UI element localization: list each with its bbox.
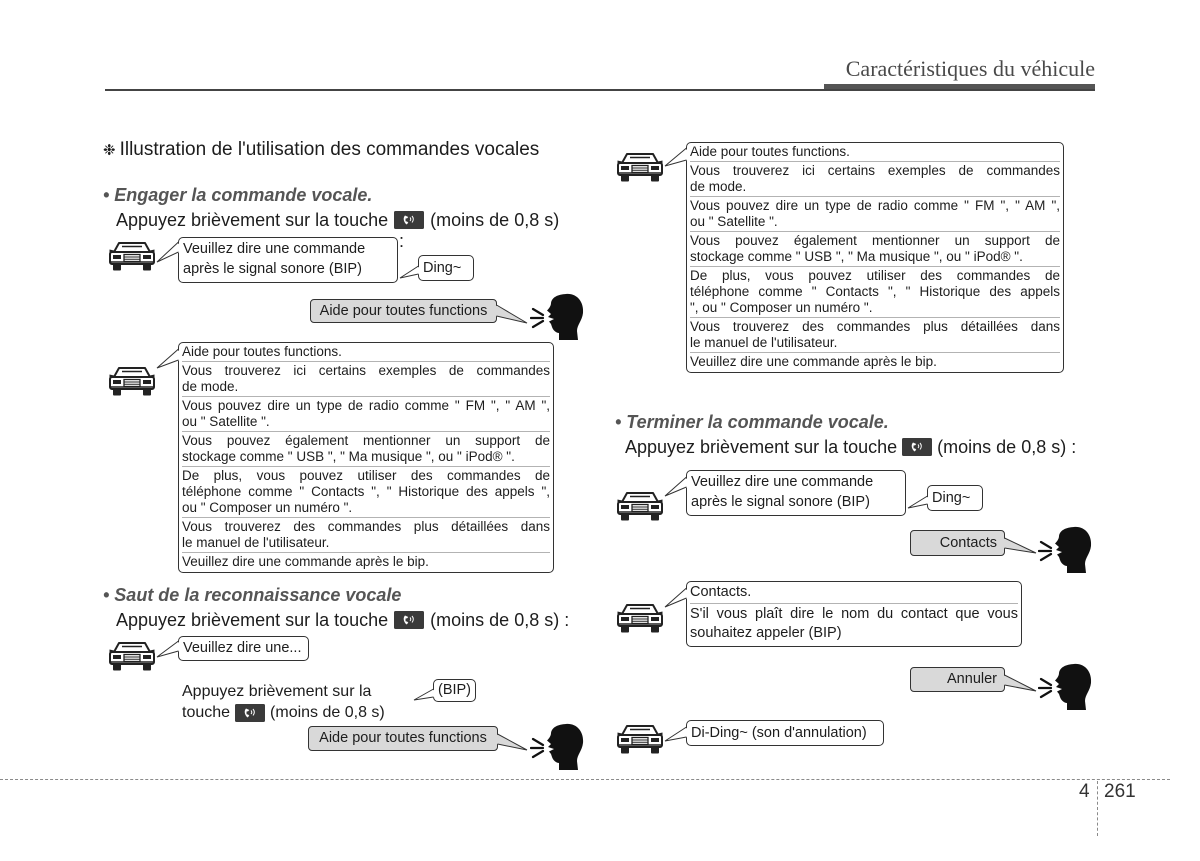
asterism-icon: ❉: [103, 141, 116, 159]
header-rule: [105, 89, 1095, 91]
inline-instruction-text-after: (moins de 0,8 s): [270, 704, 385, 721]
heading-skip: • Saut de la reconnaissance vocale: [103, 585, 402, 605]
text-line: ou " Satellite ".: [182, 414, 270, 429]
text-paragraph: [690, 144, 1060, 160]
bubble-tail: [1003, 538, 1036, 553]
car-front-icon: [108, 240, 156, 272]
text-line: Vous trouverez des commandes plus détaillées dans: [690, 319, 1060, 334]
bubble-tail: [665, 588, 689, 607]
text-line: De plus, vous pouvez utiliser des commandes de: [182, 468, 550, 483]
bubble-tail: [665, 727, 689, 741]
help-response-box: [178, 342, 554, 573]
text-paragraph: [690, 196, 1060, 230]
system-cancel-bubble: Di-Ding~ (son d'annulation): [686, 720, 884, 746]
text-line: Aide pour toutes functions.: [690, 144, 850, 159]
text-line: téléphone comme " Contacts ", " Historique des appels: [690, 284, 1060, 299]
bubble-tail: [157, 349, 181, 368]
user-command-bubble: Aide pour toutes functions: [310, 299, 497, 323]
instruction-text-before: Appuyez brièvement sur la touche: [116, 210, 389, 230]
system-prompt-bubble-interrupted: Veuillez dire une...: [178, 636, 309, 661]
speaking-head-icon: [530, 722, 584, 770]
heading-terminate: • Terminer la commande vocale.: [615, 412, 889, 432]
text-paragraph: [182, 517, 550, 551]
car-front-icon: [616, 723, 664, 755]
text-paragraph: [182, 466, 550, 516]
text-line: De plus, vous pouvez utiliser des commandes de: [690, 268, 1060, 283]
text-line: ou " Composer un numéro ".: [182, 500, 353, 515]
car-front-icon: [616, 490, 664, 522]
beep-bubble: (BIP): [433, 679, 476, 702]
footer-dashed-divider: [1097, 781, 1098, 836]
instruction-text-after: (moins de 0,8 s): [430, 210, 560, 230]
prompt-line: Veuillez dire une commande: [691, 474, 874, 490]
prompt-line: après le signal sonore (BIP): [691, 494, 870, 510]
help-response-box: [686, 142, 1064, 373]
instruction-text-after: (moins de 0,8 s) :: [937, 437, 1077, 457]
text-line: le manuel de l'utilisateur.: [690, 335, 838, 350]
text-line: Aide pour toutes functions.: [182, 344, 342, 359]
user-cancel-bubble: Annuler: [910, 667, 1005, 692]
instruction-text-before: Appuyez brièvement sur la touche: [625, 437, 898, 457]
instruction-text-after: (moins de 0,8 s) :: [430, 610, 570, 630]
text-line: Veuillez dire une commande après le bip.: [182, 554, 429, 569]
intro-title-text: Illustration de l'utilisation des commandes vocales: [119, 139, 540, 160]
text-paragraph: [690, 266, 1060, 316]
beep-bubble: Ding~: [418, 255, 474, 281]
text-paragraph: [182, 396, 550, 430]
instruction-skip: [116, 609, 569, 631]
text-line: ou " Satellite ".: [690, 214, 778, 229]
text-line: stockage comme " USB ", " Ma musique ", ou " iPod® ".: [182, 449, 515, 464]
user-command-bubble: Contacts: [910, 530, 1005, 556]
text-paragraph: [182, 344, 550, 360]
instruction-text-before: Appuyez brièvement sur la touche: [116, 610, 389, 630]
instruction-engage: [116, 209, 559, 231]
text-paragraph: [690, 603, 1018, 643]
car-front-icon: [108, 365, 156, 397]
car-front-icon: [616, 602, 664, 634]
text-line: Contacts.: [690, 584, 752, 600]
text-line: souhaitez appeler (BIP): [690, 625, 842, 641]
voice-talk-button-icon: [902, 438, 932, 456]
voice-talk-button-icon: [394, 611, 424, 629]
bubble-tail: [495, 305, 527, 323]
intro-title: [103, 139, 539, 161]
text-line: Vous trouverez ici certains exemples de commandes: [182, 363, 550, 378]
text-paragraph: [690, 352, 1060, 370]
text-paragraph: [182, 361, 550, 395]
text-line: Vous trouverez ici certains exemples de commandes: [690, 163, 1060, 178]
text-paragraph: [182, 431, 550, 465]
user-command-bubble: Aide pour toutes functions: [308, 726, 498, 751]
system-prompt-bubble: [178, 237, 398, 283]
system-reply-box: [686, 581, 1022, 647]
text-line: Vous pouvez également mentionner un support de: [690, 233, 1060, 248]
text-paragraph: [690, 583, 1018, 602]
system-prompt-bubble: [686, 470, 906, 516]
text-line: Vous pouvez dire un type de radio comme " FM ", " AM ",: [182, 398, 550, 413]
car-front-icon: [108, 640, 156, 672]
speaking-head-icon: [1038, 525, 1092, 573]
bubble-tail: [665, 148, 689, 166]
text-line: Veuillez dire une commande après le bip.: [690, 354, 937, 369]
text-line: ", ou " Composer un numéro ".: [690, 300, 873, 315]
footer-dashed-rule: [0, 779, 1170, 780]
text-line: le manuel de l'utilisateur.: [182, 535, 330, 550]
voice-talk-button-icon: [235, 704, 265, 722]
inline-instruction-line2: [182, 703, 385, 723]
inline-instruction-line1: [182, 682, 371, 702]
heading-engage: • Engager la commande vocale.: [103, 185, 373, 205]
text-paragraph: [690, 317, 1060, 351]
speaking-head-icon: [1038, 662, 1092, 710]
page-number: 261: [1104, 781, 1136, 802]
text-line: téléphone comme " Contacts ", " Historique des appels ",: [182, 484, 550, 499]
instruction-terminate: [625, 436, 1076, 458]
text-line: Vous pouvez dire un type de radio comme " FM ", " AM ",: [690, 198, 1060, 213]
bubble-tail: [496, 734, 527, 750]
bubble-tail: [157, 641, 181, 657]
beep-bubble: Ding~: [927, 485, 983, 511]
text-line: de mode.: [182, 379, 239, 394]
bubble-tail: [157, 242, 181, 262]
prompt-line: Veuillez dire une commande: [183, 241, 366, 257]
speaking-head-icon: [530, 292, 584, 340]
text-line: stockage comme " USB ", " Ma musique ", ou " iPod® ".: [690, 249, 1023, 264]
voice-talk-button-icon: [394, 211, 424, 229]
text-line: de mode.: [690, 179, 747, 194]
text-paragraph: [690, 161, 1060, 195]
instruction-colon: :: [399, 231, 405, 251]
text-line: Vous pouvez également mentionner un support de: [182, 433, 550, 448]
text-paragraph: [690, 231, 1060, 265]
inline-instruction-text: Appuyez brièvement sur la: [182, 683, 372, 700]
text-line: S'il vous plaît dire le nom du contact que vous: [690, 606, 1018, 622]
prompt-line: après le signal sonore (BIP): [183, 261, 362, 277]
text-paragraph: [182, 552, 550, 570]
section-title: Caractéristiques du véhicule: [845, 56, 1095, 81]
car-front-icon: [616, 151, 664, 183]
text-line: Vous trouverez des commandes plus détaillées dans: [182, 519, 550, 534]
inline-instruction-text-before: touche: [182, 704, 231, 721]
bubble-tail: [665, 477, 689, 496]
bubble-tail: [1003, 675, 1036, 691]
chapter-number: 4: [1079, 781, 1090, 802]
